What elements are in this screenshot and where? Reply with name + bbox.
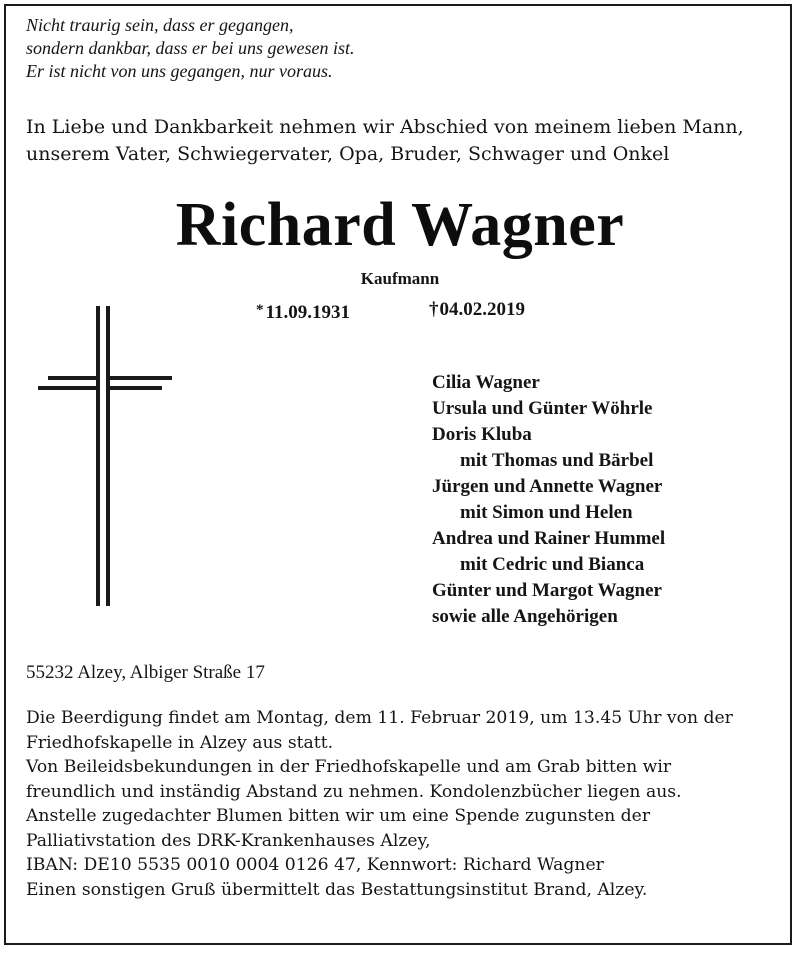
- birth-date: 11.09.1931: [265, 302, 350, 323]
- motto-line: Nicht traurig sein, dass er gegangen,: [26, 15, 294, 35]
- intro-line: In Liebe und Dankbarkeit nehmen wir Abschied von meinem lieben Mann,: [26, 116, 744, 138]
- death-date-line: [429, 298, 525, 322]
- mourner-line: Cilia Wagner: [432, 372, 540, 393]
- details-line: IBAN: DE10 5535 0010 0004 0126 47, Kennwort: Richard Wagner: [26, 855, 604, 875]
- intro-line: unserem Vater, Schwiegervater, Opa, Bruder, Schwager und Onkel: [26, 143, 670, 165]
- intro-text: [26, 114, 766, 168]
- birth-star-icon: *: [256, 302, 264, 318]
- cross-gap-bottom: [100, 386, 106, 390]
- mourner-line: mit Simon und Helen: [460, 502, 633, 523]
- mourners-list: [432, 370, 665, 630]
- mourner-line: mit Thomas und Bärbel: [460, 450, 654, 471]
- details-line: freundlich und inständig Abstand zu nehmen. Kondolenzbücher liegen aus.: [26, 781, 682, 802]
- details-line: Palliativstation des DRK-Krankenhauses Alzey,: [26, 830, 431, 851]
- details-line: Einen sonstigen Gruß übermittelt das Bestattungsinstitut Brand, Alzey.: [26, 879, 648, 900]
- death-dagger-icon: †: [429, 299, 439, 320]
- details-line: Friedhofskapelle in Alzey aus statt.: [26, 732, 334, 753]
- motto-line: sondern dankbar, dass er bei uns gewesen ist.: [26, 38, 355, 58]
- death-date: 04.02.2019: [439, 299, 525, 320]
- cross-vertical-bar-right: [106, 306, 110, 606]
- motto-line: Er ist nicht von uns gegangen, nur voraus.: [26, 61, 333, 81]
- details-line: Von Beileidsbekundungen in der Friedhofskapelle und am Grab bitten wir: [26, 757, 672, 777]
- family-address: 55232 Alzey, Albiger Straße 17: [26, 662, 265, 683]
- mourner-line: Günter und Margot Wagner: [432, 580, 662, 601]
- cross-gap-top: [100, 376, 106, 380]
- deceased-name: Richard Wagner: [175, 191, 625, 259]
- funeral-details: [26, 706, 780, 902]
- cross-vertical-bar-left: [96, 306, 100, 606]
- mourner-line: Jürgen und Annette Wagner: [432, 476, 663, 497]
- mourner-line: Andrea und Rainer Hummel: [432, 528, 666, 549]
- cross-horizontal-bar-top: [48, 376, 172, 380]
- details-line: Anstelle zugedachter Blumen bitten wir um eine Spende zugunsten der: [26, 806, 651, 826]
- deceased-occupation: Kaufmann: [360, 269, 440, 288]
- motto-verse: [26, 14, 354, 83]
- cross-icon: [38, 306, 178, 606]
- mourner-line: Doris Kluba: [432, 424, 532, 445]
- mourner-line: Ursula und Günter Wöhrle: [432, 398, 653, 419]
- mourner-line: sowie alle Angehörigen: [432, 606, 618, 627]
- birth-date-line: [256, 298, 350, 325]
- mourner-line: mit Cedric und Bianca: [460, 554, 645, 575]
- details-line: Die Beerdigung findet am Montag, dem 11. Februar 2019, um 13.45 Uhr von der: [26, 708, 733, 728]
